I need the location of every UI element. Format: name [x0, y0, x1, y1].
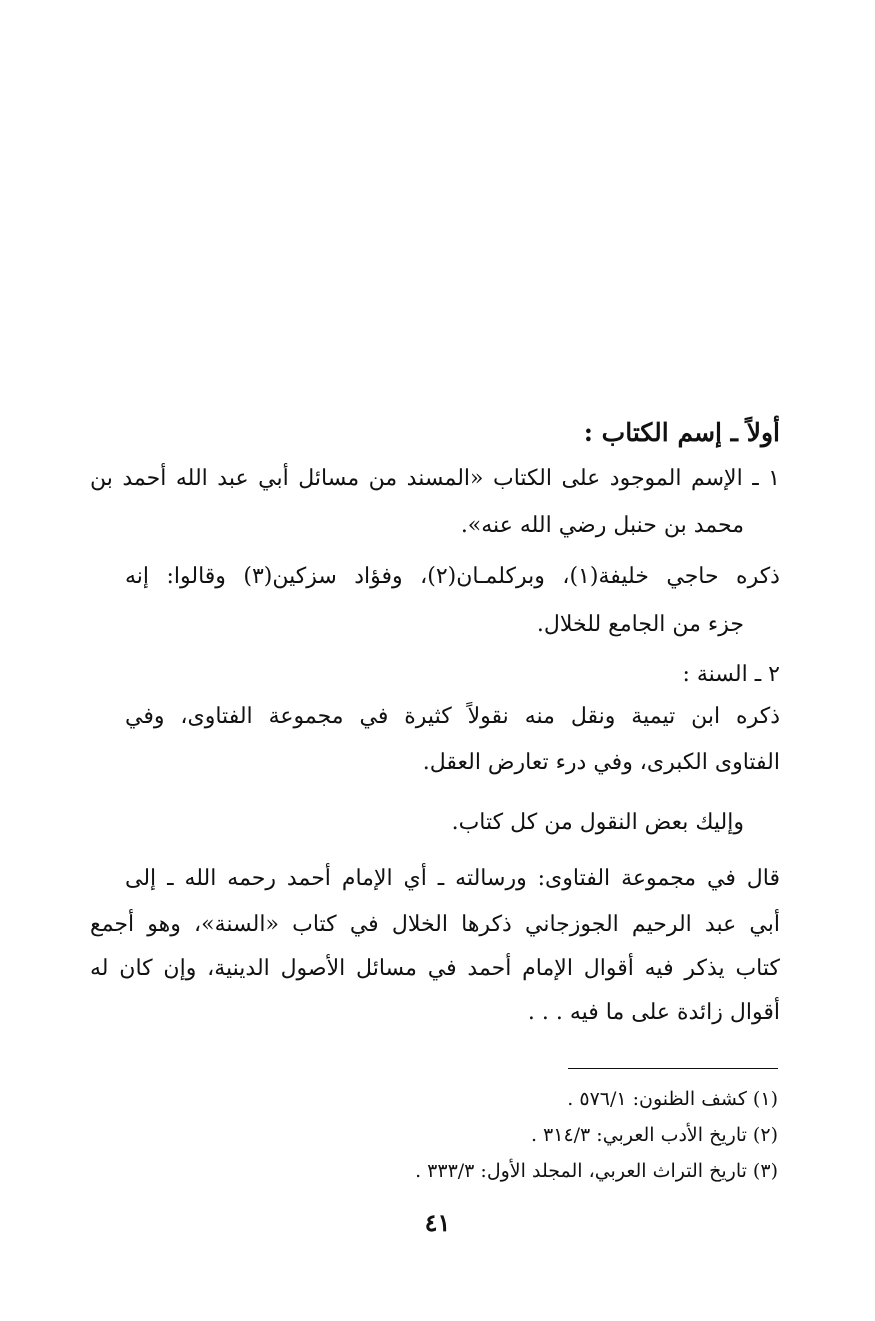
para2-line2: الفتاوى الكبرى، وفي درء تعارض العقل. [422, 750, 780, 775]
page-number: ٤١ [424, 1208, 451, 1237]
para4-line1: قال في مجموعة الفتاوى: ورسالته ـ أي الإمام أحمد رحمه الله ـ إلى [125, 866, 780, 891]
para2-line1: ذكره ابن تيمية ونقل منه نقولاً كثيرة في مجموعة الفتاوى، وفي [125, 704, 780, 729]
item1-line1: ١ ـ الإسم الموجود على الكتاب «المسند من مسائل أبي عبد الله أحمد بن [90, 466, 780, 491]
footnote-2: (٢) تاريخ الأدب العربي: ٣١٤/٣ . [530, 1124, 778, 1146]
para4-line4: أقوال زائدة على ما فيه . . . [527, 1000, 780, 1025]
para1-line1: ذكره حاجي خليفة(١)، وبركلمـان(٢)، وفؤاد سزكين(٣) وقالوا: إنه [125, 564, 780, 589]
footnote-divider [568, 1068, 778, 1069]
section-heading: أولاً ـ إسم الكتاب : [583, 418, 780, 447]
para3-line1: وإليك بعض النقول من كل كتاب. [451, 810, 744, 835]
footnote-1: (١) كشف الظنون: ٥٧٦/١ . [567, 1088, 778, 1110]
para1-line2: جزء من الجامع للخلال. [536, 612, 744, 637]
para4-line2: أبي عبد الرحيم الجوزجاني ذكرها الخلال في كتاب «السنة»، وهو أجمع [90, 912, 780, 937]
item1-line2: محمد بن حنبل رضي الله عنه». [460, 513, 744, 538]
footnote-3: (٣) تاريخ التراث العربي، المجلد الأول: ٣٣٣/٣ . [415, 1160, 778, 1182]
para4-line3: كتاب يذكر فيه أقوال الإمام أحمد في مسائل الأصول الدينية، وإن كان له [90, 956, 780, 981]
item2-line1: ٢ ـ السنة : [682, 662, 780, 687]
